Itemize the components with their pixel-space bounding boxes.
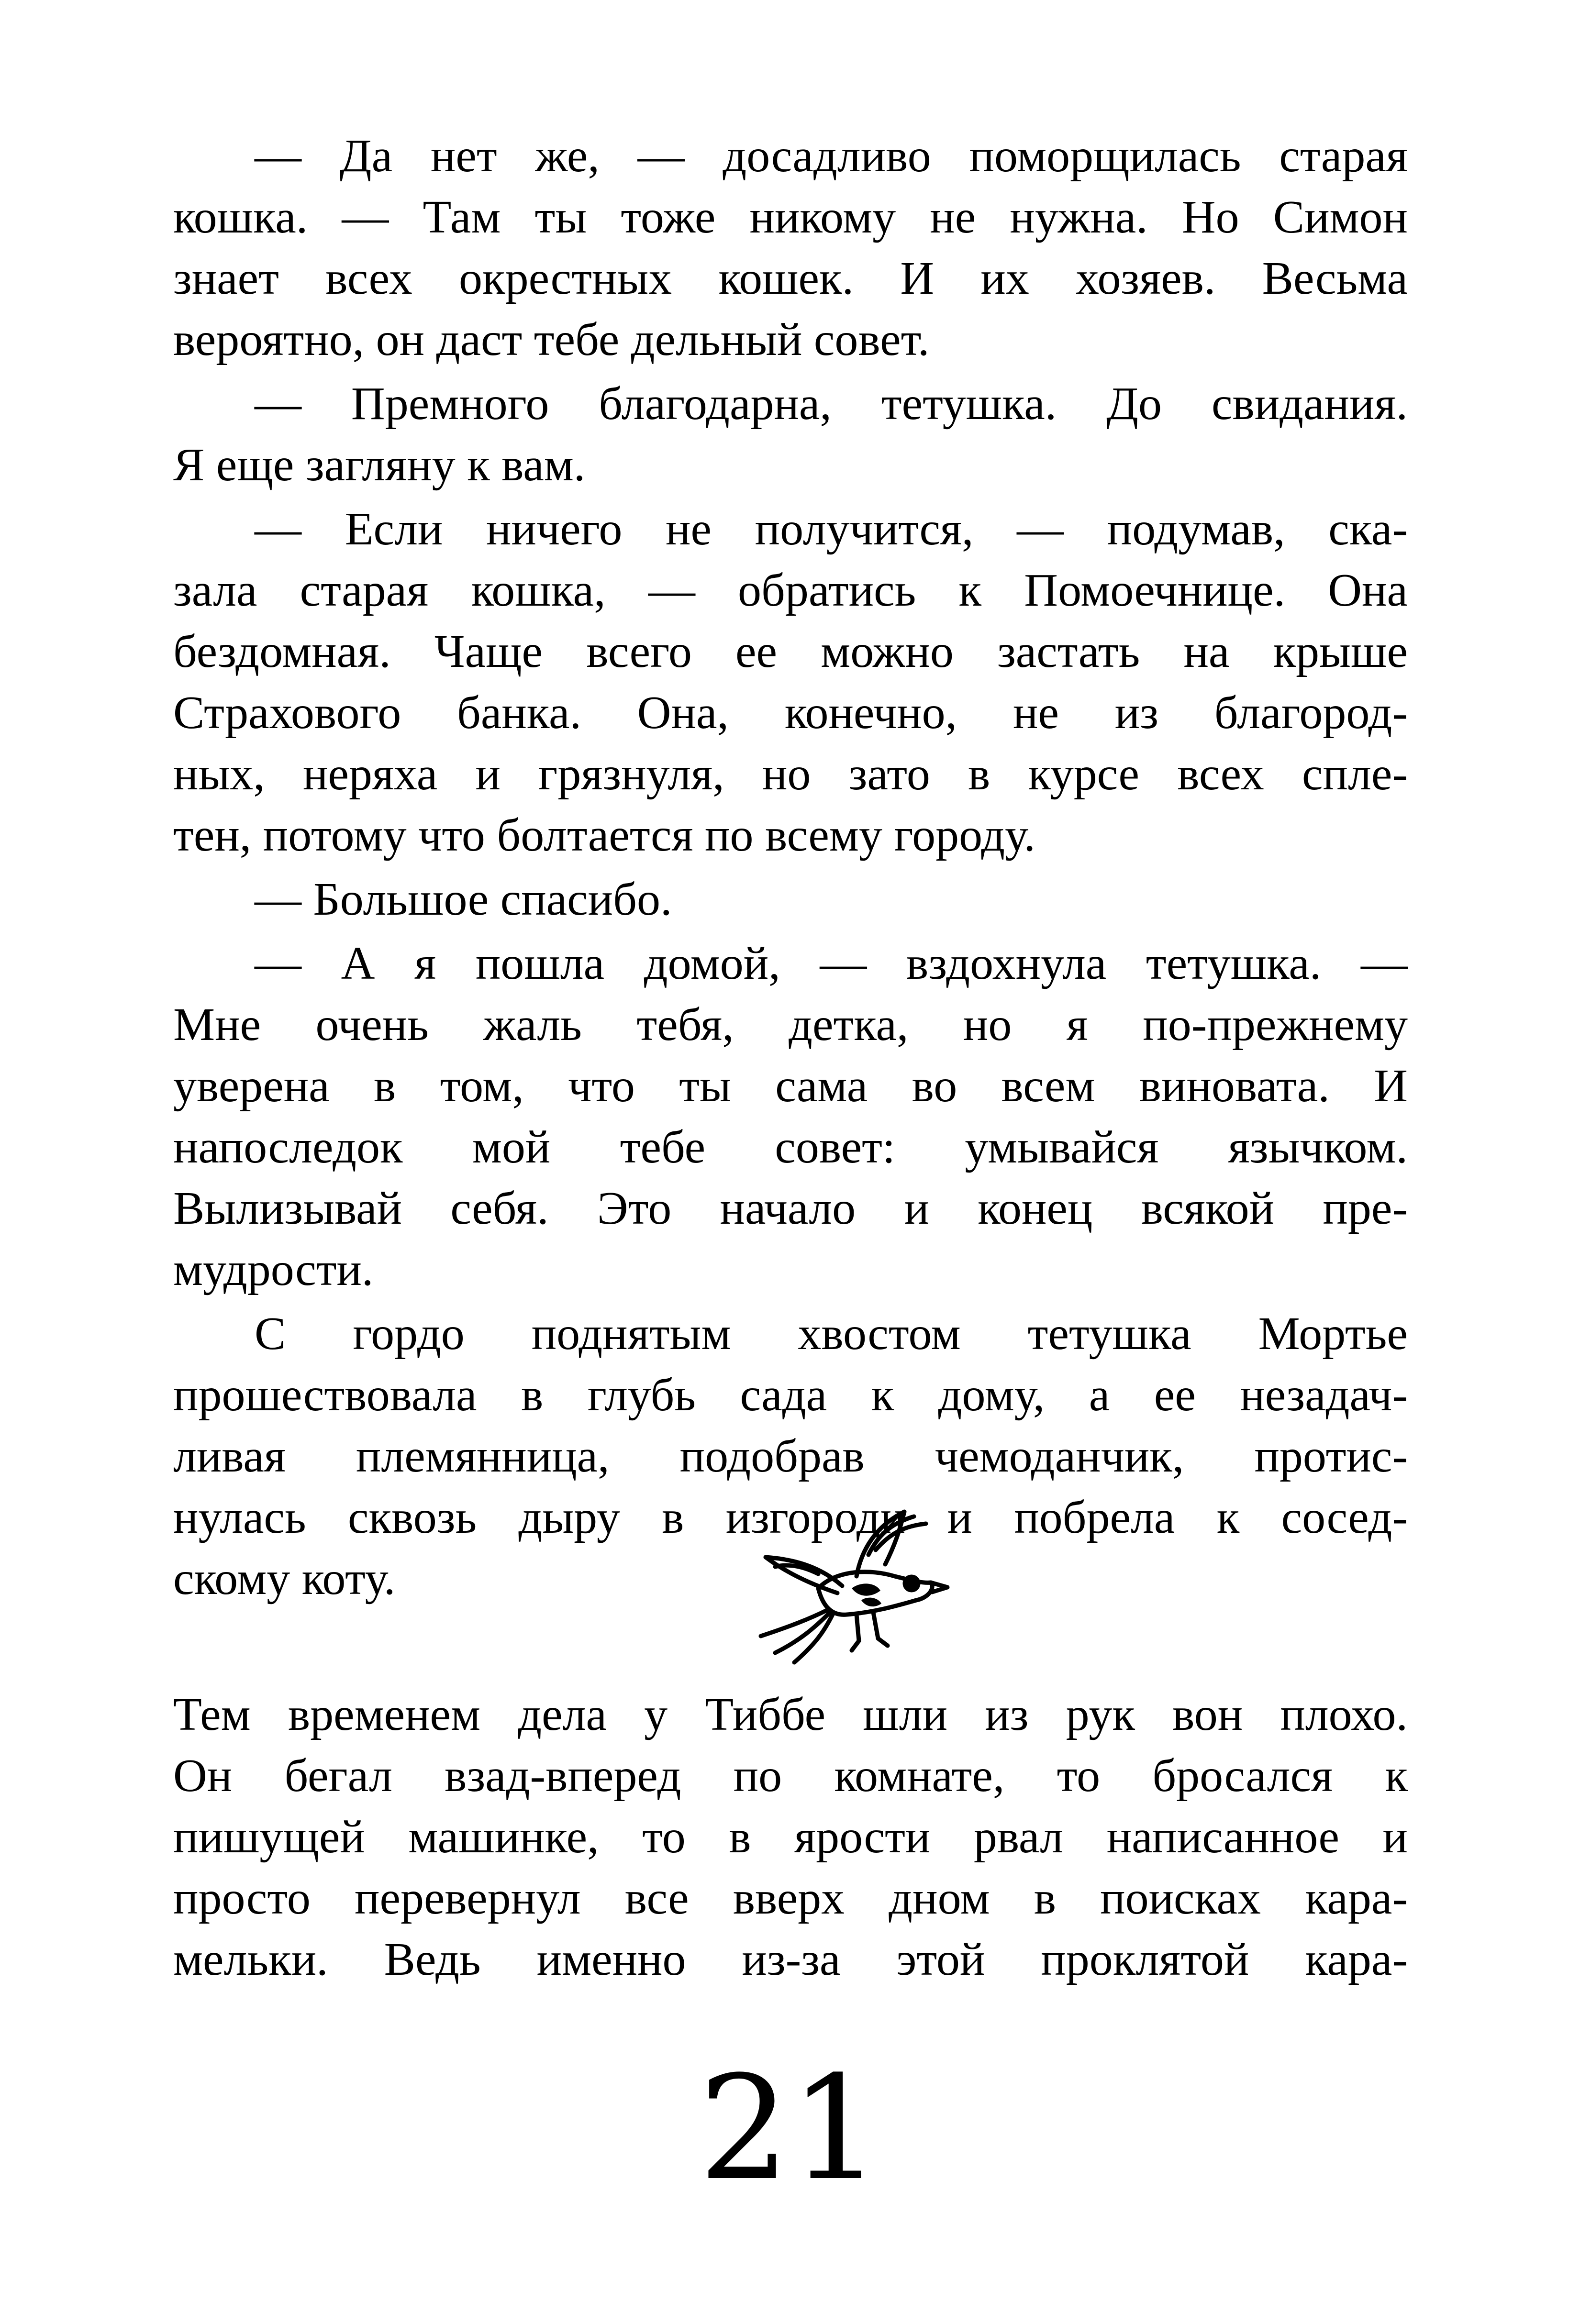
text-line: — А я пошла домой, — вздохнула тетушка. — bbox=[255, 938, 1408, 989]
text-line: просто перевернул все вверх дном в поисках кара- bbox=[173, 1872, 1408, 1924]
text-line: Мне очень жаль тебя, детка, но я по-прежнему bbox=[173, 999, 1408, 1051]
text-line: Вылизывай себя. Это начало и конец всякой пре- bbox=[173, 1183, 1408, 1234]
text-line: зала старая кошка, — обратись к Помоечнице. Она bbox=[173, 564, 1408, 616]
page-number: 21 bbox=[699, 2045, 881, 2212]
text-line: ных, неряха и грязнуля, но зато в курсе всех спле- bbox=[173, 748, 1408, 800]
text-line: — Да нет же, — досадливо поморщилась старая bbox=[255, 130, 1408, 182]
text-line: Я еще загляну к вам. bbox=[173, 439, 586, 491]
text-line: мельки. Ведь именно из-за этой проклятой кара- bbox=[173, 1934, 1408, 1985]
text-line: прошествовала в глубь сада к дому, а ее незадач- bbox=[173, 1369, 1408, 1421]
text-line: напоследок мой тебе совет: умывайся язычком. bbox=[173, 1121, 1408, 1173]
text-line: С гордо поднятым хвостом тетушка Мортье bbox=[255, 1308, 1408, 1360]
section-1-text bbox=[173, 125, 1408, 1609]
text-line: бездомная. Чаще всего ее можно застать на крыше bbox=[173, 626, 1408, 677]
text-line: — Если ничего не получится, — подумав, ска- bbox=[255, 503, 1408, 555]
text-line: пишущей машинке, то в ярости рвал написанное и bbox=[173, 1811, 1408, 1863]
bird-vignette-icon bbox=[746, 1497, 957, 1670]
text-line: знает всех окрестных кошек. И их хозяев. Весьма bbox=[173, 253, 1408, 304]
text-line: мудрости. bbox=[173, 1244, 374, 1295]
text-line: тен, потому что болтается по всему городу. bbox=[173, 809, 1035, 861]
text-line: нулась сквозь дыру в изгороди и побрела к сосед- bbox=[173, 1492, 1408, 1543]
text-line: уверена в том, что ты сама во всем виновата. И bbox=[173, 1060, 1408, 1112]
text-line: — Большое спасибо. bbox=[255, 874, 672, 925]
text-line: вероятно, он даст тебе дельный совет. bbox=[173, 314, 930, 365]
text-line: Тем временем дела у Тиббе шли из рук вон плохо. bbox=[173, 1689, 1408, 1740]
text-line: ливая племянница, подобрав чемоданчик, протис- bbox=[173, 1430, 1408, 1482]
section-2-text bbox=[173, 1684, 1408, 1990]
text-line: скому коту. bbox=[173, 1553, 396, 1605]
text-line: Он бегал взад-вперед по комнате, то бросался к bbox=[173, 1750, 1408, 1802]
text-line: — Премного благодарна, тетушка. До свидания. bbox=[255, 378, 1408, 430]
text-line: Страхового банка. Она, конечно, не из благород- bbox=[173, 687, 1408, 739]
text-line: кошка. — Там ты тоже никому не нужна. Но Симон bbox=[173, 191, 1408, 243]
